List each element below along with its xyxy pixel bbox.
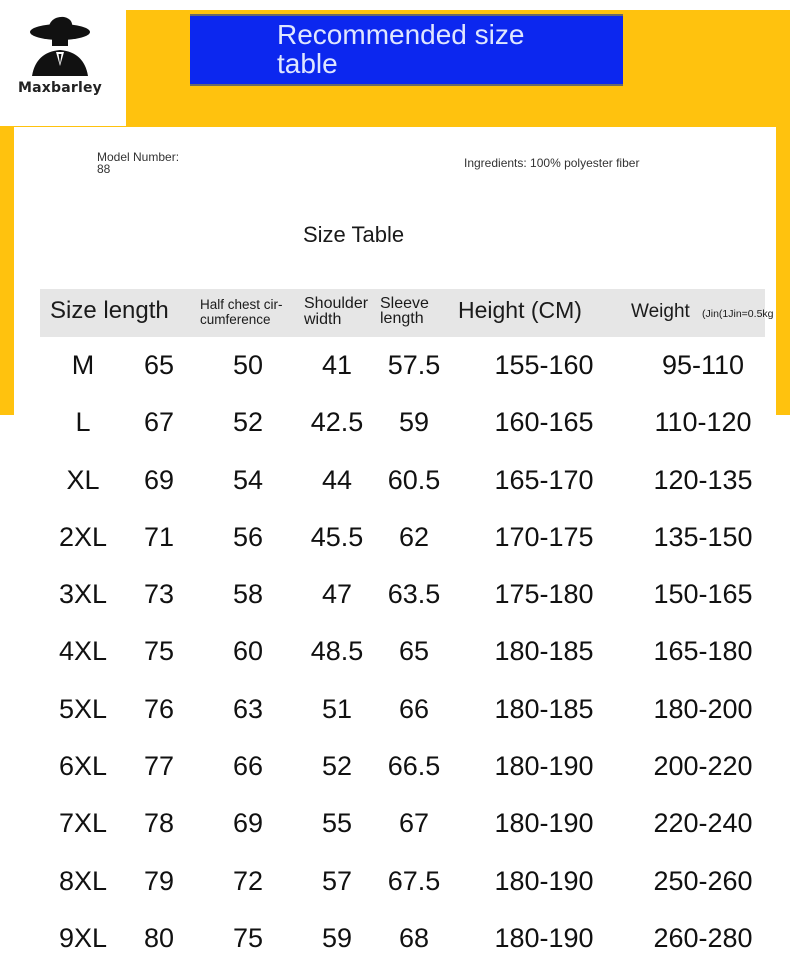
header-half-chest-line1: Half chest cir- — [200, 297, 283, 312]
header-sleeve-line2: length — [380, 310, 424, 327]
table-row — [0, 685, 790, 742]
cell-weight: 180-200 — [653, 693, 753, 724]
cell-height: 180-190 — [494, 808, 594, 839]
cell-shoulder: 44 — [321, 464, 353, 495]
cell-height: 170-175 — [494, 521, 594, 552]
cell-sleeve: 68 — [398, 922, 430, 953]
cell-length: 78 — [143, 808, 175, 839]
table-row — [0, 914, 790, 971]
header-shoulder-width — [304, 296, 368, 328]
title-banner — [190, 14, 623, 86]
table-row — [0, 341, 790, 398]
header-weight: Weight — [631, 301, 690, 322]
header-weight-note: (Jin(1Jin=0.5kg — [702, 308, 774, 320]
cell-size: 8XL — [58, 865, 108, 896]
cell-half-chest: 56 — [232, 521, 264, 552]
cell-size: 9XL — [58, 922, 108, 953]
cell-height: 165-170 — [494, 464, 594, 495]
cell-sleeve: 60.5 — [387, 464, 441, 495]
cell-half-chest: 60 — [232, 636, 264, 667]
cell-weight: 220-240 — [653, 808, 753, 839]
table-row — [0, 742, 790, 799]
cell-shoulder: 41 — [321, 350, 353, 380]
cell-size: L — [75, 407, 91, 438]
cell-weight: 120-135 — [653, 464, 753, 495]
size-table-title: Size Table — [303, 222, 405, 247]
table-row — [0, 799, 790, 856]
cell-shoulder: 48.5 — [310, 636, 364, 667]
cell-weight: 110-120 — [654, 407, 752, 438]
cell-weight: 250-260 — [653, 865, 753, 896]
table-row — [0, 857, 790, 914]
header-height: Height (CM) — [458, 297, 582, 323]
cell-length: 71 — [143, 521, 175, 552]
cell-size: M — [71, 350, 95, 380]
cell-length: 69 — [143, 464, 175, 495]
cell-size: 4XL — [58, 636, 108, 667]
cell-weight: 135-150 — [653, 521, 753, 552]
cell-size: 3XL — [58, 579, 108, 610]
brand-name: Maxbarley — [17, 80, 102, 96]
cell-height: 180-185 — [494, 693, 594, 724]
cell-size: 6XL — [58, 751, 108, 782]
cell-half-chest: 69 — [232, 808, 264, 839]
cell-height: 160-165 — [494, 407, 594, 438]
cell-half-chest: 52 — [232, 407, 264, 438]
cell-height: 180-190 — [494, 751, 594, 782]
cell-shoulder: 51 — [321, 693, 353, 724]
size-table-body — [0, 341, 790, 971]
cell-size: 7XL — [58, 808, 108, 839]
cell-shoulder: 52 — [321, 751, 353, 782]
header-sleeve-line1: Sleeve — [380, 295, 429, 312]
cell-sleeve: 66 — [398, 693, 430, 724]
cell-sleeve: 63.5 — [387, 579, 441, 610]
header-half-chest-line2: cumference — [200, 312, 271, 327]
hat-man-logo-icon — [28, 14, 92, 78]
cell-length: 77 — [143, 751, 175, 782]
cell-half-chest: 72 — [232, 865, 264, 896]
header-shoulder-line2: width — [304, 311, 342, 328]
cell-half-chest: 58 — [232, 579, 264, 610]
brand-logo — [0, 0, 126, 126]
cell-sleeve: 66.5 — [387, 751, 441, 782]
header-shoulder-line1: Shoulder — [304, 295, 369, 312]
table-row — [0, 513, 790, 570]
cell-length: 80 — [143, 922, 175, 953]
cell-length: 76 — [143, 693, 175, 724]
cell-length: 67 — [143, 407, 175, 438]
cell-weight: 95-110 — [661, 350, 745, 380]
cell-half-chest: 75 — [232, 922, 264, 953]
header-sleeve-length — [380, 296, 429, 326]
cell-height: 180-185 — [494, 636, 594, 667]
table-row — [0, 627, 790, 684]
cell-size: 5XL — [58, 693, 108, 724]
header-size-length: Size length — [50, 297, 169, 324]
cell-weight: 165-180 — [653, 636, 753, 667]
cell-sleeve: 59 — [398, 407, 430, 438]
cell-length: 79 — [143, 865, 175, 896]
table-row — [0, 398, 790, 455]
model-number — [97, 151, 179, 175]
cell-length: 65 — [143, 350, 175, 380]
cell-length: 73 — [143, 579, 175, 610]
ingredients-text: Ingredients: 100% polyester fiber — [464, 156, 640, 170]
cell-shoulder: 59 — [321, 922, 353, 953]
model-number-value: 88 — [97, 162, 111, 176]
cell-weight: 200-220 — [653, 751, 753, 782]
model-number-label: Model Number: — [97, 150, 180, 164]
cell-half-chest: 50 — [232, 350, 264, 380]
cell-weight: 260-280 — [653, 922, 753, 953]
cell-shoulder: 57 — [321, 865, 353, 896]
cell-weight: 150-165 — [653, 579, 753, 610]
table-row — [0, 456, 790, 513]
cell-height: 155-160 — [494, 350, 594, 380]
cell-height: 180-190 — [494, 865, 594, 896]
cell-half-chest: 66 — [232, 751, 264, 782]
cell-sleeve: 67.5 — [387, 865, 441, 896]
cell-half-chest: 54 — [232, 464, 264, 495]
cell-size: XL — [66, 464, 100, 495]
table-row — [0, 570, 790, 627]
header-half-chest — [200, 297, 283, 327]
cell-sleeve: 65 — [398, 636, 430, 667]
cell-shoulder: 45.5 — [310, 521, 364, 552]
cell-shoulder: 42.5 — [310, 407, 364, 438]
cell-length: 75 — [143, 636, 175, 667]
cell-height: 175-180 — [494, 579, 594, 610]
cell-shoulder: 47 — [321, 579, 353, 610]
banner-title: Recommended size table — [277, 19, 525, 79]
cell-size: 2XL — [58, 521, 108, 552]
cell-half-chest: 63 — [232, 693, 264, 724]
cell-sleeve: 62 — [398, 521, 430, 552]
cell-sleeve: 57.5 — [387, 350, 441, 380]
cell-shoulder: 55 — [321, 808, 353, 839]
cell-sleeve: 67 — [398, 808, 430, 839]
cell-height: 180-190 — [494, 922, 594, 953]
